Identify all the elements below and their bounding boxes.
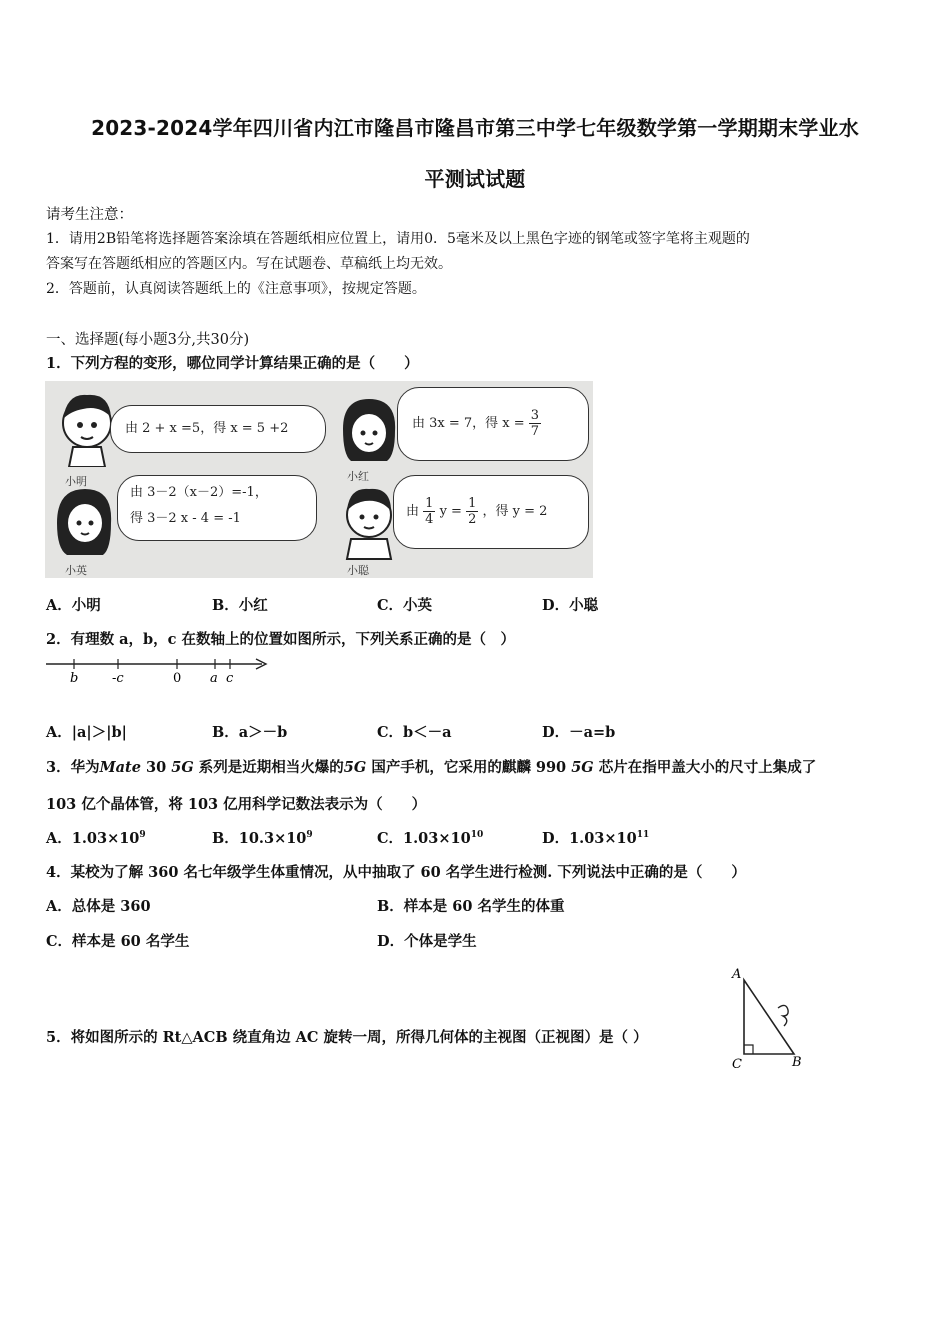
axis-label-c: c (226, 671, 234, 686)
q1-option-a[interactable]: A．小明 (46, 597, 101, 614)
q3-b-exp: 9 (306, 830, 313, 841)
q3-b-base: B．10.3×10 (212, 830, 307, 847)
question-1-stem: 1．下列方程的变形，哪位同学计算结果正确的是（ ） (46, 355, 419, 372)
number-line (44, 654, 270, 688)
q4-option-d[interactable]: D．个体是学生 (377, 933, 477, 950)
name-xiaoying: 小英 (65, 564, 87, 577)
name-xiaocong: 小聪 (347, 564, 369, 577)
q3-text-1: 3．华为 (46, 759, 100, 776)
q3-text-2: 30 (140, 759, 172, 776)
q1-option-b[interactable]: B．小红 (212, 597, 268, 614)
q3-a-exp: 9 (139, 830, 146, 841)
q2-option-c[interactable]: C．b＜－a (377, 724, 452, 741)
xiaohong-speech (397, 387, 589, 461)
notice-heading: 请考生注意： (46, 207, 133, 223)
q3-text-model: Mate (99, 759, 141, 776)
q1-option-c[interactable]: C．小英 (377, 597, 433, 614)
girl-character-icon (335, 395, 405, 470)
question-3-stem-cont: 103 亿个晶体管，将 103 亿用科学记数法表示为（ ） (46, 796, 427, 813)
xiaocong-text-post: ，得 y = 2 (482, 504, 548, 519)
q3-a-base: A．1.03×10 (46, 830, 140, 847)
q3-text-5g: 5G (171, 759, 194, 776)
q3-d-exp: 11 (636, 830, 650, 841)
q2-option-a[interactable]: A．|a|＞|b| (46, 724, 127, 741)
q3-option-d[interactable] (542, 827, 649, 848)
question-1-figure (45, 381, 593, 578)
q4-option-b[interactable]: B．样本是 60 名学生的体重 (377, 898, 565, 915)
q3-c-exp: 10 (470, 830, 484, 841)
xiaohong-bubble-text: 由 3x = 7，得 x = (412, 416, 525, 431)
girl-character-icon (51, 483, 121, 561)
xiaocong-text-mid: y = (439, 504, 462, 519)
q3-option-c[interactable] (377, 827, 483, 848)
xiaocong-speech (393, 475, 589, 549)
axis-label-b: b (70, 671, 79, 686)
q3-text-3: 系列是近期相当火爆的 (193, 759, 344, 776)
q2-option-b[interactable]: B．a＞－b (212, 724, 288, 741)
question-2-stem: 2．有理数 a，b，c 在数轴上的位置如图所示，下列关系正确的是（ ） (46, 631, 516, 648)
xiaoying-speech (117, 475, 317, 541)
question-3-stem (46, 756, 816, 777)
q3-text-5g-3: 5G (571, 759, 594, 776)
q3-d-base: D．1.03×10 (542, 830, 637, 847)
q3-option-b[interactable] (212, 827, 313, 848)
q3-text-4: 国产手机，它采用的麒麟 990 (366, 759, 572, 776)
fraction-1-2: $\frac{1}{2}$ (468, 496, 477, 527)
q3-text-5: 芯片在指甲盖大小的尺寸上集成了 (593, 759, 817, 776)
page-title: 2023-2024学年四川省内江市隆昌市隆昌市第三中学七年级数学第一学期期末学业水 (91, 116, 859, 140)
q3-c-base: C．1.03×10 (377, 830, 471, 847)
xiaoming-speech (110, 405, 326, 453)
q3-text-5g-2: 5G (343, 759, 367, 776)
q2-option-d[interactable]: D．－a=b (542, 724, 616, 741)
q4-option-a[interactable]: A．总体是 360 (46, 898, 151, 915)
vertex-label-a: A (732, 967, 742, 982)
right-triangle-figure (728, 964, 812, 1072)
notice-item-1-cont: 答案写在答题纸相应的答题区内。写在试题卷、草稿纸上均无效。 (46, 256, 452, 272)
xiaocong-text-pre: 由 (406, 504, 420, 519)
q3-option-a[interactable] (46, 827, 146, 848)
notice-item-1: 1．请用2B铅笔将选择题答案涂填在答题纸相应位置上，请用0．5毫米及以上黑色字迹的钢笔或签字笔将主观题的 (46, 231, 750, 247)
page-title-continued: 平测试试题 (424, 167, 526, 191)
section-heading: 一、选择题(每小题3分,共30分) (46, 332, 250, 348)
xiaoming-bubble-text: 由 2 + x =5，得 x = 5 +2 (125, 421, 289, 436)
axis-label-neg-c: -c (112, 671, 124, 686)
xiaoying-bubble-line2: 得 3－2 x - 4 = -1 (130, 511, 241, 526)
q1-option-d[interactable]: D．小聪 (542, 597, 599, 614)
axis-label-zero: 0 (173, 671, 182, 686)
fraction-3-7: $\frac{3}{7}$ (530, 408, 540, 439)
name-xiaohong: 小红 (347, 470, 369, 483)
name-xiaoming: 小明 (65, 475, 87, 488)
axis-label-a: a (210, 671, 218, 686)
fraction-1-4: $\frac{1}{4}$ (425, 496, 434, 527)
xiaoying-bubble-line1: 由 3－2（x－2）=-1， (130, 485, 268, 500)
question-5-stem: 5．将如图所示的 Rt△ACB 绕直角边 AC 旋转一周，所得几何体的主视图（正视图）是（ ） (46, 1029, 648, 1046)
vertex-label-b: B (792, 1055, 802, 1070)
notice-item-2: 2．答题前，认真阅读答题纸上的《注意事项》，按规定答题。 (46, 281, 426, 297)
vertex-label-c: C (732, 1057, 742, 1072)
q4-option-c[interactable]: C．样本是 60 名学生 (46, 933, 190, 950)
question-4-stem: 4．某校为了解 360 名七年级学生体重情况，从中抽取了 60 名学生进行检测. 下列说法中正确的是（ ） (46, 864, 746, 881)
